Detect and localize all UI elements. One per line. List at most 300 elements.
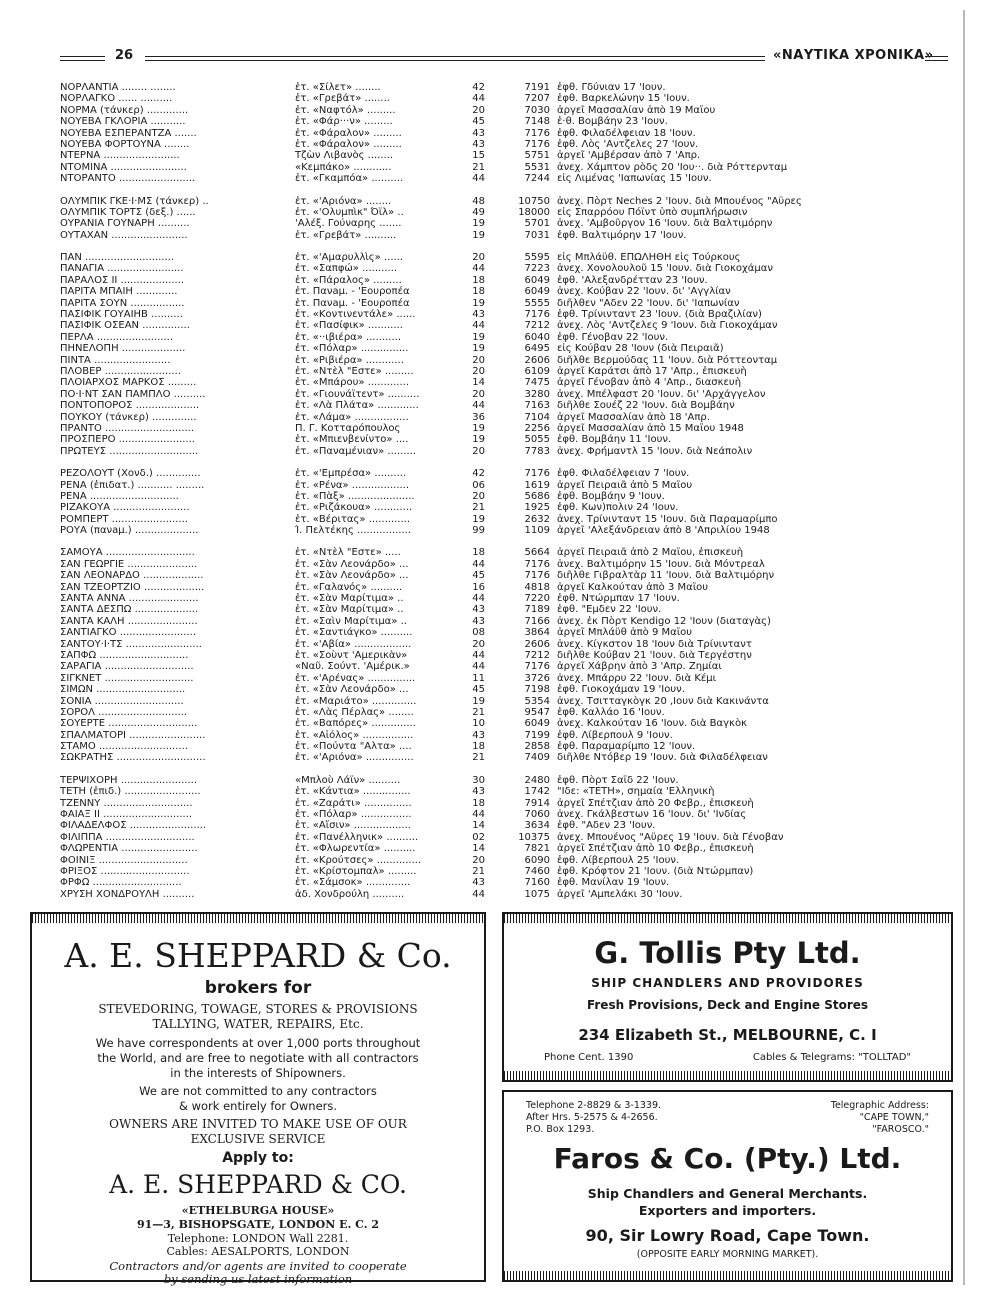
built-year: 19 — [472, 218, 485, 230]
built-year: 02 — [472, 831, 485, 843]
owner-agent: ἐτ. «Γρεβάτ» .......... — [295, 229, 397, 241]
owner-agent: ἐτ. Πανaμ. - 'Εουροπέα — [295, 297, 410, 309]
ship-row — [60, 162, 950, 173]
tonnage: 7166 — [524, 615, 550, 627]
ship-name: ΡΙΖΑΚΟΥΑ ........................ — [60, 502, 190, 514]
sheppard-footer: Contractors and/or agents are invited to cooperate — [109, 1259, 407, 1273]
ship-row — [60, 480, 950, 491]
position-status: ἐφθ. Βαλτιμόρην 17 'Ιουν. — [557, 229, 687, 241]
position-status: ἐφθ. Καλλάο 16 'Ιουν. — [557, 706, 665, 718]
ship-row — [60, 832, 950, 843]
owner-agent: ἐτ. «'Αριόνα» ............... — [295, 752, 414, 764]
position-status: ἐφθ. Φιλαδέλφειαν 18 'Ιουν. — [557, 127, 696, 139]
page-number: 26 — [115, 48, 134, 63]
position-status: ἐφθ. 'Αλεξανδρέτταν 23 'Ιουν. — [557, 274, 708, 286]
ship-row — [60, 616, 950, 627]
ship-name: ΟΥΡΑΝΙΑ ΓΟΥΝΑΡΗ .......... — [60, 218, 190, 230]
ship-row — [60, 775, 950, 786]
owner-agent: ἐτ. «Γαλανός» .......... — [295, 581, 403, 593]
tonnage: 3634 — [524, 820, 550, 832]
ship-name: ΟΥΤΑΧΑΝ ........................ — [60, 229, 188, 241]
ship-row — [60, 298, 950, 309]
owner-agent: ἐτ. «Σὰν Λεονάρδο» ... — [295, 684, 409, 696]
owner-agent: ἐτ. «Αἰόλος» ................ — [295, 729, 414, 741]
position-status: ἀργεῖ Σπέτζιαν ἀπὸ 10 Φεβρ., ἐπισκευὴ — [557, 843, 754, 855]
ship-row — [60, 263, 950, 274]
built-year: 18 — [472, 547, 485, 559]
built-year: 21 — [472, 752, 485, 764]
built-year: 43 — [472, 877, 485, 889]
owner-agent: ἐτ. «Σὰν Λεονάρδο» ... — [295, 558, 409, 570]
owner-agent: ἐτ. «'Αριόνα» ........ — [295, 195, 392, 207]
built-year: 43 — [472, 309, 485, 321]
header-rule — [60, 56, 105, 61]
built-year: 19 — [472, 229, 485, 241]
ship-row — [60, 309, 950, 320]
position-status: ἀνεχ. Τσιτταγκὸγκ 20 ,Ιουν διὰ Κακινάντα — [557, 695, 769, 707]
position-status: εἰς Σπαρρόου Πόϊντ ὑπὸ συμπλήρωσιν — [557, 206, 748, 218]
ship-name: ΧΡΥΣΗ ΧΟΝΔΡΟΥΛΗ .......... — [60, 888, 195, 900]
built-year: 42 — [472, 468, 485, 480]
built-year: 14 — [472, 843, 485, 855]
ship-row — [60, 423, 950, 434]
ship-row — [60, 741, 950, 752]
position-status: ἀνεχ. Γκάλβεστων 16 'Ιουν. δι' 'Ινδίας — [557, 809, 747, 821]
ship-row — [60, 684, 950, 695]
owner-agent: ἐτ. «Πάραλος» ......... — [295, 274, 402, 286]
tonnage: 7198 — [524, 684, 550, 696]
header-rule — [925, 56, 948, 61]
tonnage: 7191 — [524, 82, 550, 93]
sheppard-name-2: A. E. SHEPPARD & CO. — [109, 1170, 407, 1199]
tonnage: 1075 — [524, 888, 550, 900]
tollis-line: SHIP CHANDLERS AND PROVIDORES — [591, 976, 864, 990]
ship-name: ΦΑΙΑΞ ΙΙ ............................ — [60, 809, 193, 821]
tonnage: 5751 — [524, 150, 550, 162]
tonnage: 2256 — [524, 422, 550, 434]
position-status: ἀργεῖ Καράτσι ἀπὸ 17 'Απρ., ἐπισκευὴ — [557, 365, 747, 377]
ship-name: ΝΟΥΕΒΑ ΕΣΠΕΡΑΝΤΖΑ ....... — [60, 127, 197, 139]
tonnage: 7176 — [524, 570, 550, 582]
owner-agent: ἐτ. «Πόλαρ» ............... — [295, 343, 409, 355]
ship-name: ΣΑΡΑΓΙΑ ............................ — [60, 661, 194, 673]
position-status: εἰς Κούβαν 28 'Ιουν (διὰ Πειραιᾶ) — [557, 343, 724, 355]
owner-agent: ἐτ. «Σοὺντ 'Αμερικὰν» — [295, 649, 408, 661]
advertisements — [30, 912, 953, 1286]
ship-name: ΡΟΜΠΕΡΤ ........................ — [60, 513, 188, 525]
ship-row — [60, 491, 950, 502]
faros-opposite: (OPPOSITE EARLY MORNING MARKET). — [636, 1249, 819, 1260]
built-year: 44 — [472, 661, 485, 673]
owner-agent: ἐτ. «Κρούτσες» .............. — [295, 854, 422, 866]
built-year: 14 — [472, 820, 485, 832]
ship-row — [60, 412, 950, 423]
position-status: ἐφθ. Βαρκελώνην 15 'Ιουν. — [557, 93, 690, 105]
ship-row — [60, 570, 950, 581]
owner-agent: ἐτ. «Σαὶν Μαρίτιμα» .. — [295, 615, 407, 627]
owner-agent: ἐτ. «Μπιενβενίντο» .... — [295, 434, 409, 446]
sheppard-invite: OWNERS ARE INVITED TO MAKE USE OF OUR — [109, 1117, 407, 1131]
page-header — [60, 48, 948, 70]
tonnage: 7783 — [524, 445, 550, 457]
position-status: ἐφθ. Πὸρτ Σαῒδ 22 'Ιουν. — [557, 774, 679, 786]
owner-agent: ἐτ. «Σὰν Μαρίτιμα» .. — [295, 604, 404, 616]
owner-agent: ἐτ. «Γκαμπόα» .......... — [295, 173, 404, 185]
sheppard-text: in the interests of Shipowners. — [170, 1066, 346, 1080]
ship-name: ΡΕΖΟΛΟΥΤ (Χονδ.) .............. — [60, 468, 201, 480]
owner-agent: ἐτ. «Βαπόρες» .............. — [295, 718, 416, 730]
ship-name: ΣΑΝΤΟΥ·Ι·ΤΣ ........................ — [60, 638, 202, 650]
tonnage: 2858 — [524, 741, 550, 753]
ship-row — [60, 434, 950, 445]
owner-agent: ἐτ. «Πόλαρ» ................ — [295, 809, 412, 821]
ship-name: ΣΑΝΤΑ ΔΕΣΠΩ .................... — [60, 604, 199, 616]
tonnage: 2606 — [524, 354, 550, 366]
built-year: 44 — [472, 93, 485, 105]
ship-name: ΡΕΝΑ ............................ — [60, 490, 179, 502]
ship-row — [60, 593, 950, 604]
owner-agent: ἐτ. «Κρίστομπαλ» ......... — [295, 866, 417, 877]
position-status: ἀνεχ. Χονολουλοῦ 15 'Ιουν. διὰ Γιοκοχάμαν — [557, 263, 773, 275]
owner-agent: ἐτ. «Φάραλον» ......... — [295, 127, 402, 139]
sheppard-apply: Apply to: — [222, 1150, 294, 1166]
ship-name: ΦΟΙΝΙΞ ............................ — [60, 854, 188, 866]
ship-row — [60, 173, 950, 184]
owner-agent: ἐτ. «Ντὲλ "Εστε» ..... — [295, 547, 401, 559]
ship-row — [60, 389, 950, 400]
ship-row — [60, 377, 950, 388]
sheppard-text: the World, and are free to negotiate with all contractors — [97, 1051, 419, 1065]
position-status: ἐφθ. Λίβερπουλ 25 'Ιουν. — [557, 854, 680, 866]
tonnage: 10375 — [518, 831, 550, 843]
ship-name: ΝΟΡΛΑΝΤΙΑ ........ ........ — [60, 82, 176, 93]
built-year: 99 — [472, 525, 485, 537]
ship-row — [60, 877, 950, 888]
owner-agent: ἐτ. «'Αβία» .................. — [295, 638, 412, 650]
position-status: ἀργεῖ Χάβρην ἀπὸ 3 'Απρ. Ζημίαι — [557, 661, 722, 673]
built-year: 43 — [472, 604, 485, 616]
owner-agent: ἐτ. «Πανέλληνικ» .......... — [295, 831, 419, 843]
ad-border-hatch — [504, 914, 951, 923]
position-status: ἀνεχ. Πὸρτ Neches 2 'Ιουν. διὰ Μπουένος "Αϋρες — [557, 195, 802, 207]
position-status: ἐφθ. Βομβάην 11 'Ιουν. — [557, 434, 672, 446]
position-status: ἐφθ. Κρόφτον 21 'Ιουν. (διὰ Ντώρμπαν) — [557, 866, 754, 877]
ship-name: ΠΑΝ ............................ — [60, 252, 175, 264]
ship-row — [60, 196, 950, 207]
position-status: ἐφθ. Ντώρμπαν 17 'Ιουν. — [557, 593, 680, 605]
ship-group — [60, 468, 950, 536]
owner-agent: ἐτ. «Λάμα» ................. — [295, 411, 409, 423]
ship-row — [60, 139, 950, 150]
owner-agent: ἐτ. «Βέριτας» ............. — [295, 513, 410, 525]
faros-address: 90, Sir Lowry Road, Cape Town. — [585, 1226, 870, 1245]
sheppard-text: We have correspondents at over 1,000 ports throughout — [95, 1036, 421, 1050]
owner-agent: ἐτ. «'Ολυμπὶκ" Όϊλ» .. — [295, 206, 404, 218]
position-status: ἀνεχ. Λὸς 'Αντζελες 9 'Ιουν. διὰ Γιοκοχάμαν — [557, 320, 778, 332]
tonnage: 9547 — [524, 706, 550, 718]
position-status: ἀργεῖ Μασσαλίαν ἀπὸ 15 Μαΐου 1948 — [557, 422, 744, 434]
tonnage: 7104 — [524, 411, 550, 423]
ship-row — [60, 889, 950, 900]
ship-name: ΟΛΥΜΠΙΚ ΓΚΕ·Ι·ΜΣ (τάνκερ) .. — [60, 195, 209, 207]
sheppard-address: 91—3, BISHOPSGATE, LONDON E. C. 2 — [136, 1218, 380, 1231]
owner-agent: ἐτ. «'Αμαρυλλὶς» ...... — [295, 252, 404, 264]
tonnage: 7148 — [524, 116, 550, 128]
built-year: 43 — [472, 127, 485, 139]
ship-name: ΤΕΡΨΙΧΟΡΗ ........................ — [60, 774, 198, 786]
owner-agent: ἐτ. «Φάρ···ν» ......... — [295, 116, 393, 128]
ship-name: ΠΑΝΑΓΙΑ ........................ — [60, 263, 184, 275]
tonnage: 1109 — [524, 525, 550, 537]
built-year: 06 — [472, 479, 485, 491]
tonnage: 7460 — [524, 866, 550, 877]
position-status: διῆλθε Γιβραλτὰρ 11 'Ιουν. διὰ Βαλτιμόρην — [557, 570, 775, 582]
built-year: 20 — [472, 854, 485, 866]
built-year: 21 — [472, 161, 485, 173]
ship-row — [60, 468, 950, 479]
ship-row — [60, 252, 950, 263]
owner-agent: ἐτ. «Φλωρεντία» .......... — [295, 843, 416, 855]
built-year: 20 — [472, 388, 485, 400]
tonnage: 7914 — [524, 797, 550, 809]
position-status: ἐφθ. "Εμδεν 22 'Ιουν. — [557, 604, 662, 616]
built-year: 16 — [472, 581, 485, 593]
position-status: ἀνεχ. Κίγκστον 18 'Ιουν διὰ Τρίνινταντ — [557, 638, 752, 650]
built-year: 44 — [472, 809, 485, 821]
owner-agent: Τζὼν Λιβανὸς ........ — [295, 150, 394, 162]
position-status: ἀργεῖ Μπλάϋθ ἀπὸ 9 Μαΐου — [557, 627, 693, 639]
ship-row — [60, 730, 950, 741]
built-year: 19 — [472, 331, 485, 343]
ship-name: ΠΛΟΒΕΡ ........................ — [60, 365, 181, 377]
sheppard-house: «ETHELBURGA HOUSE» — [181, 1204, 335, 1217]
position-status: εἰς Μπλάϋθ. ΕΠΩΛΗΘΗ εἰς Τούρκους — [557, 252, 741, 264]
position-status: ἐφθ. Κων)πολιν 24 'Ιουν. — [557, 502, 679, 514]
tonnage: 5531 — [524, 161, 550, 173]
sheppard-name: A. E. SHEPPARD & Co. — [64, 936, 452, 975]
ship-row — [60, 843, 950, 854]
ship-row — [60, 661, 950, 672]
ship-name: ΝΟΥΕΒΑ ΦΟΡΤΟΥΝΑ ........ — [60, 138, 190, 150]
ship-name: ΠΡΩΤΕΥΣ ............................ — [60, 445, 199, 457]
position-status: διῆλθε Ντόβερ 19 'Ιουν. διὰ Φιλαδέλφειαν — [557, 752, 768, 764]
ad-border-hatch — [504, 1071, 951, 1080]
tonnage: 7207 — [524, 93, 550, 105]
owner-agent: ἐτ. «Σαπφώ» ........... — [295, 263, 398, 275]
ship-group — [60, 252, 950, 457]
ship-name: ΦΡΦΩ ............................ — [60, 877, 182, 889]
position-status: ἐφθ. "Αδεν 23 'Ιουν. — [557, 820, 656, 832]
position-status: ἀνεχ. Κούβαν 22 'Ιουν. δι' 'Αγγλίαν — [557, 286, 731, 298]
position-status: ἀνεχ. 'Αμβοῦργον 16 'Ιουν. διὰ Βαλτιμόρην — [557, 218, 773, 230]
built-year: 10 — [472, 718, 485, 730]
tonnage: 1742 — [524, 786, 550, 798]
ship-row — [60, 604, 950, 615]
ship-row — [60, 446, 950, 457]
owner-agent: ἐτ. «Αἴσιν» .................. — [295, 820, 411, 832]
tonnage: 7212 — [524, 320, 550, 332]
ship-row — [60, 116, 950, 127]
tonnage: 5595 — [524, 252, 550, 264]
ship-name: ΤΖΕΝΝΥ ............................ — [60, 797, 193, 809]
built-year: 42 — [472, 82, 485, 93]
faros-telegraphic: "FAROSCO." — [872, 1124, 929, 1135]
built-year: 15 — [472, 150, 485, 162]
ad-border-hatch — [32, 914, 484, 923]
built-year: 44 — [472, 320, 485, 332]
owner-agent: «Κεμπάκο» ............ — [295, 161, 392, 173]
ship-name: ΣΙΓΚΝΕΤ ............................ — [60, 672, 194, 684]
built-year: 44 — [472, 558, 485, 570]
ship-name: ΣΑΝ ΓΕΩΡΓΙΕ ...................... — [60, 558, 198, 570]
tonnage: 5055 — [524, 434, 550, 446]
built-year: 20 — [472, 365, 485, 377]
owner-agent: ἐτ. «Κάντια» ............... — [295, 786, 411, 798]
ship-row — [60, 809, 950, 820]
position-status: ἀργεῖ 'Αλεξάνδρειαν ἀπὸ 8 'Απριλίου 1948 — [557, 525, 770, 537]
faros-line: Ship Chandlers and General Merchants. — [587, 1186, 868, 1201]
built-year: 44 — [472, 173, 485, 185]
built-year: 20 — [472, 490, 485, 502]
tonnage: 5354 — [524, 695, 550, 707]
owner-agent: Π. Γ. Κοτταρόπουλος — [295, 422, 401, 434]
position-status: ἀργεῖ 'Αμπελάκι 30 'Ιουν. — [557, 888, 683, 900]
ship-name: ΣΟΡΟΛ ............................ — [60, 706, 188, 718]
position-status: διῆλθε Βερμούδας 11 'Ιουν. διὰ Ρόττεονταμ — [557, 354, 778, 366]
owner-agent: ἐτ. Πανaμ. - 'Εουροπέα — [295, 286, 410, 298]
ship-name: ΠΟ·Ι·ΝΤ ΣΑΝ ΠΑΜΠΛΟ .......... — [60, 388, 206, 400]
built-year: 19 — [472, 343, 485, 355]
tonnage: 10750 — [518, 195, 550, 207]
sheppard-services: STEVEDORING, TOWAGE, STORES & PROVISIONS — [98, 1002, 418, 1016]
faros-ad — [502, 1090, 953, 1282]
faros-box: P.O. Box 1293. — [526, 1124, 595, 1135]
sheppard-services: TALLYING, WATER, REPAIRS, Etc. — [152, 1017, 364, 1031]
ship-row — [60, 128, 950, 139]
ship-group — [60, 547, 950, 763]
faros-telephone: After Hrs. 5-2575 & 4-2656. — [526, 1112, 658, 1123]
ship-name: ΣΠΑΛΜΑΤΟΡΙ ........................ — [60, 729, 206, 741]
tonnage: 7176 — [524, 558, 550, 570]
owner-agent: ἐτ. «Φάραλον» ......... — [295, 138, 402, 150]
position-status: ἀνεχ. Τρίνινταντ 15 'Ιουν. διὰ Παραμαρίμπο — [557, 513, 778, 525]
tonnage: 5701 — [524, 218, 550, 230]
tonnage: 7176 — [524, 468, 550, 480]
ship-name: ΣΟΝΙΑ ............................ — [60, 695, 184, 707]
built-year: 18 — [472, 286, 485, 298]
built-year: 45 — [472, 116, 485, 128]
tonnage: 7821 — [524, 843, 550, 855]
faros-telephone: Telephone 2-8829 & 3-1339. — [526, 1100, 662, 1111]
tonnage: 3726 — [524, 672, 550, 684]
ship-name: ΠΟΥΚΟΥ (τάνκερ) .............. — [60, 411, 197, 423]
position-status: ἐφθ. Λίβερπουλ 9 'Ιουν. — [557, 729, 673, 741]
sheppard-telephone: Telephone: LONDON Wall 2281. — [167, 1232, 349, 1245]
position-status: ἀργεῖ Μασσαλίαν ἀπὸ 18 'Απρ. — [557, 411, 710, 423]
position-status: ἐφθ. Τρίνινταντ 23 'Ιουν. (διὰ Βραζιλίαν) — [557, 309, 762, 321]
tonnage: 6040 — [524, 331, 550, 343]
tonnage: 7212 — [524, 649, 550, 661]
owner-agent: ἐτ. «Λὰς Πέρλας» ........ — [295, 706, 414, 718]
tonnage: 6109 — [524, 365, 550, 377]
ship-name: ΟΛΥΜΠΙΚ ΤΟΡΤΣ (δεξ.) ...... — [60, 206, 196, 218]
position-status: διῆλθεν "Αδεν 22 'Ιουν. δι' 'Ιαπωνίαν — [557, 297, 740, 309]
tonnage: 4818 — [524, 581, 550, 593]
tonnage: 7060 — [524, 809, 550, 821]
tonnage: 5686 — [524, 490, 550, 502]
ship-row — [60, 547, 950, 558]
owner-agent: «Ναῦ. Σούντ. 'Αμέρικ.» — [295, 661, 410, 673]
position-status: ἀνεχ. Βαλτιμόρην 15 'Ιουν. διὰ Μόντρεαλ — [557, 558, 765, 570]
tonnage: 6495 — [524, 343, 550, 355]
sheppard-text: We are not committed to any contractors — [139, 1084, 377, 1098]
owner-agent: ἐτ. «Γρεβάτ» ........ — [295, 93, 390, 105]
built-year: 11 — [472, 672, 485, 684]
tonnage: 3280 — [524, 388, 550, 400]
built-year: 20 — [472, 354, 485, 366]
owner-agent: ἐτ. «Λὰ Πλάτα» ............. — [295, 400, 419, 412]
ship-name: ΠΡΟΣΠΕΡΟ ........................ — [60, 434, 195, 446]
ship-name: ΣΑΜΟΥΑ ............................ — [60, 547, 195, 559]
ship-row — [60, 752, 950, 763]
owner-agent: ἐτ. «Παναμένιαν» ......... — [295, 445, 417, 457]
built-year: 20 — [472, 104, 485, 116]
ship-row — [60, 502, 950, 513]
ship-name: ΝΤΟΡΑΝΤΟ ........................ — [60, 173, 196, 185]
ship-name: ΠΑΣΙΦΙΚ ΓΟΥΑΪΗΒ .......... — [60, 309, 183, 321]
ship-row — [60, 332, 950, 343]
position-status: "Ιδε: «ΤΕΤΗ», σημαία 'Ελληνικὴ — [557, 786, 715, 798]
tollis-line: Fresh Provisions, Deck and Engine Stores — [586, 998, 869, 1012]
ship-name: ΣΑΝ ΤΖΕΟΡΤΖΙΟ ................... — [60, 581, 205, 593]
position-status: ἐφθ. Μανίλαν 19 'Ιουν. — [557, 877, 670, 889]
tonnage: 7160 — [524, 877, 550, 889]
owner-agent: ἐτ. «Σὰν Λεονάρδο» ... — [295, 570, 409, 582]
owner-agent: ἐτ. «Ναφτόλ» ......... — [295, 104, 396, 116]
ship-row — [60, 786, 950, 797]
ship-name: ΝΟΥΕΒΑ ΓΚΛΟΡΙΑ ........... — [60, 116, 186, 128]
built-year: 21 — [472, 706, 485, 718]
position-status: διῆλθε Κούβαν 21 'Ιουν. διὰ Τεργέστην — [557, 649, 752, 661]
position-status: ἐφθ. Γένοβαν 22 'Ιουν. — [557, 331, 669, 343]
ship-row — [60, 230, 950, 241]
faros-telegraphic: Telegraphic Address: — [830, 1100, 929, 1111]
position-status: ἀνεχ. Καλκούταν 16 'Ιουν. διὰ Βαγκὸκ — [557, 718, 747, 730]
built-year: 44 — [472, 593, 485, 605]
position-status: ἐφθ. Λὸς 'Αντζελες 27 'Ιουν. — [557, 138, 699, 150]
owner-agent: ἐτ. «Ρένα» .................. — [295, 479, 410, 491]
ship-row — [60, 650, 950, 661]
owner-agent: ἐτ. «··ιβιέρα» ........... — [295, 331, 402, 343]
position-status: ἀργεῖ Μασσαλίαν ἀπὸ 19 Μαΐου — [557, 104, 716, 116]
tollis-ad — [502, 912, 953, 1082]
owner-agent: ἐτ. «Κοντινεντάλε» ...... — [295, 309, 416, 321]
faros-name: Faros & Co. (Pty.) Ltd. — [553, 1142, 902, 1175]
ship-name: ΣΑΠΦΩ ............................ — [60, 649, 189, 661]
built-year: 19 — [472, 422, 485, 434]
built-year: 14 — [472, 377, 485, 389]
position-status: ἀνεχ. Φρήμαντλ 15 'Ιουν. διὰ Νεάπολιν — [557, 445, 753, 457]
built-year: 20 — [472, 638, 485, 650]
ship-row — [60, 514, 950, 525]
ship-row — [60, 355, 950, 366]
faros-telegraphic: "CAPE TOWN," — [859, 1112, 929, 1123]
ship-row — [60, 696, 950, 707]
built-year: 19 — [472, 297, 485, 309]
position-status: ἐ·θ. Βομβάην 23 'Ιουν. — [557, 116, 668, 128]
ship-name: ΠΕΡΛΑ ........................ — [60, 331, 174, 343]
built-year: 20 — [472, 252, 485, 264]
